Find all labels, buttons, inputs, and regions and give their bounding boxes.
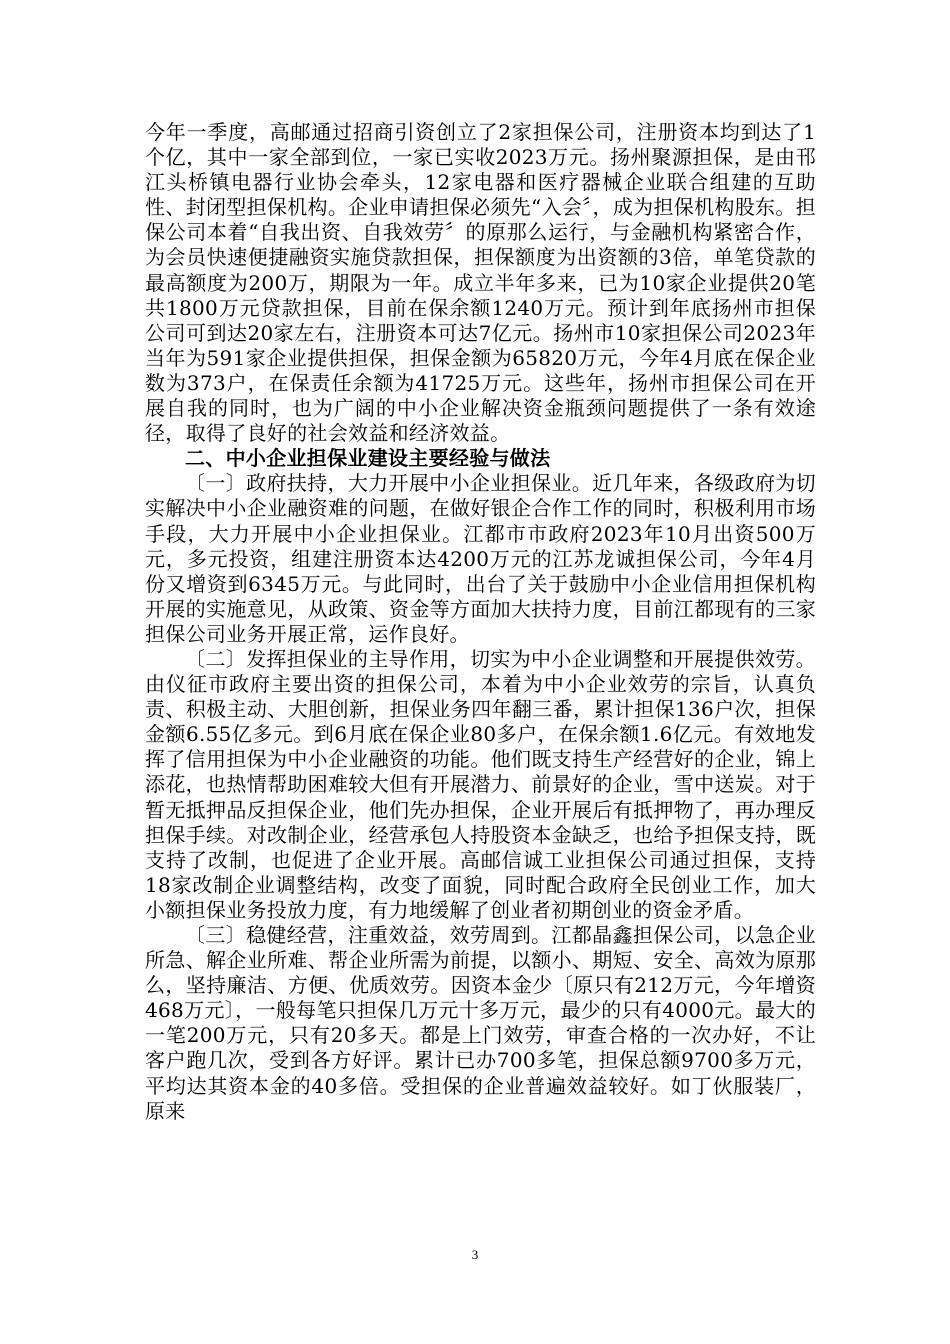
document-body [145, 120, 816, 1124]
paragraph-guarantee-companies: 今年一季度，高邮通过招商引资创立了2家担保公司，注册资本均到达了1个亿，其中一家全部到位，一家已实收2023万元。扬州聚源担保，是由邗江头桥镇电器行业协会牵头，12家电器和医疗器械企业联合组建的互助性、封闭型担保机构。企业申请担保必须先“入会〞，成为担保机构股东。担保公司本着“自我出资、自我效劳〞的原那么运行，与金融机构紧密合作，为会员快速便捷融资实施贷款担保，担保额度为出资额的3倍，单笔贷款的最高额度为200万，期限为一年。成立半年多来，已为10家企业提供20笔共1800万元贷款担保，目前在保余额1240万元。预计到年底扬州市担保公司可到达20家左右，注册资本可达7亿元。扬州市10家担保公司2023年当年为591家企业提供担保，担保金额为65820万元，今年4月底在保企业数为373户，在保责任余额为41725万元。这些年，扬州市担保公司在开展自我的同时，也为广阔的中小企业解决资金瓶颈问题提供了一条有效途径，取得了良好的社会效益和经济效益。 [145, 120, 816, 446]
section-heading: 二、中小企业担保业建设主要经验与做法 [185, 446, 551, 471]
paragraph-government-support: 〔一〕政府扶持，大力开展中小企业担保业。近几年来，各级政府为切实解决中小企业融资难的问题，在做好银企合作工作的同时，积极利用市场手段，大力开展中小企业担保业。江都市市政府2023年10月出资500万元，多元投资，组建注册资本达4200万元的江苏龙诚担保公司，今年4月份又增资到6345万元。与此同时，出台了关于鼓励中小企业信用担保机构开展的实施意见，从政策、资金等方面加大扶持力度，目前江都现有的三家担保公司业务开展正常，运作良好。 [145, 471, 816, 646]
paragraph-steady-operation: 〔三〕稳健经营，注重效益，效劳周到。江都晶鑫担保公司，以急企业所急、解企业所难、帮企业所需为前提，以额小、期短、安全、高效为原那么，坚持廉洁、方便、优质效劳。因资本金少〔原只有212万元，今年增资468万元〕，一般每笔只担保几万元十多万元，最少的只有4000元。最大的一笔200万元，只有20多天。都是上门效劳，审查合格的一次办好，不让客户跑几次，受到各方好评。累计已办700多笔，担保总额9700多万元，平均达其资本金的40多倍。受担保的企业普遍效益较好。如丁伙服装厂，原来 [145, 923, 816, 1123]
paragraph-guarantee-role: 〔二〕发挥担保业的主导作用，切实为中小企业调整和开展提供效劳。由仪征市政府主要出资的担保公司，本着为中小企业效劳的宗旨，认真负责、积极主动、大胆创新，担保业务四年翻三番，累计担保136户次，担保金额6.55亿多元。到6月底在保企业80多户，在保余额1.6亿元。有效地发挥了信用担保为中小企业融资的功能。他们既支持生产经营好的企业，锦上添花，也热情帮助困难较大但有开展潜力、前景好的企业，雪中送炭。对于暂无抵押品反担保企业，他们先办担保，企业开展后有抵押物了，再办理反担保手续。对改制企业，经营承包人持股资本金缺乏，也给予担保支持，既支持了改制，也促进了企业开展。高邮信诚工业担保公司通过担保，支持18家改制企业调整结构，改变了面貌，同时配合政府全民创业工作，加大小额担保业务投放力度，有力地缓解了创业者初期创业的资金矛盾。 [145, 646, 816, 922]
page-number: 3 [471, 1247, 479, 1262]
